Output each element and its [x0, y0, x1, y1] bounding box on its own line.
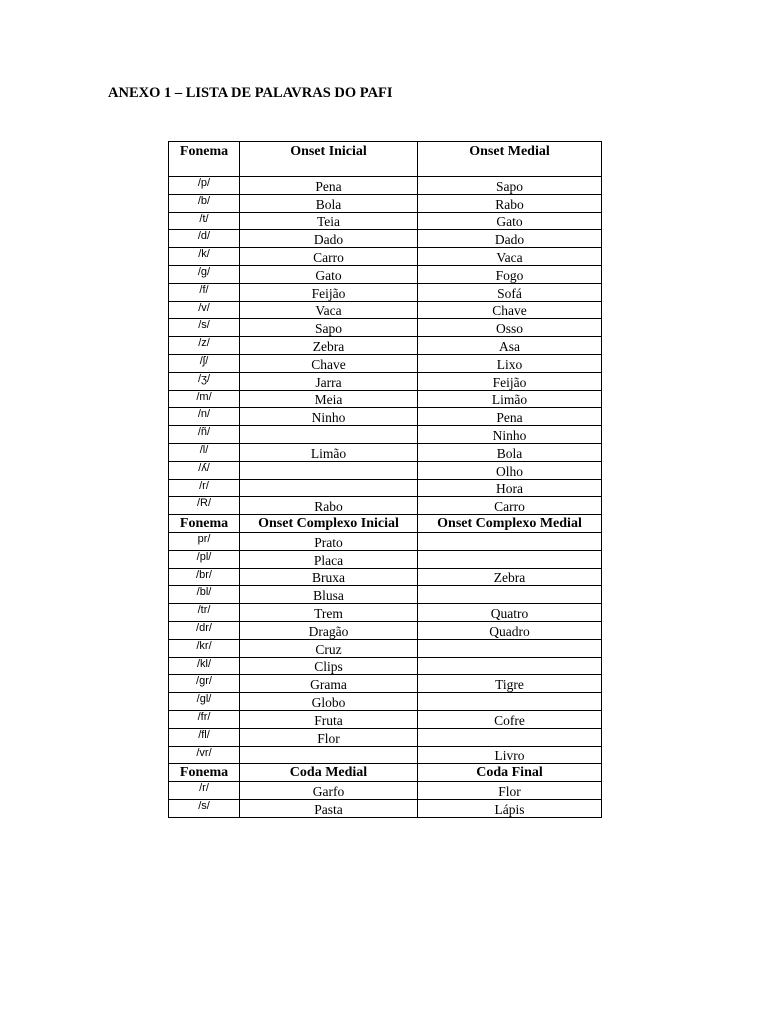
column-header: Onset Medial [418, 142, 602, 177]
word-cell-left: Chave [240, 354, 418, 372]
phoneme-cell: /ñ/ [169, 426, 240, 444]
table-row [169, 461, 602, 479]
phoneme-cell: /fl/ [169, 728, 240, 746]
column-header: Onset Complexo Medial [418, 515, 602, 533]
word-cell-right: Ninho [418, 426, 602, 444]
phoneme-cell: /s/ [169, 319, 240, 337]
word-cell-left: Carro [240, 248, 418, 266]
phoneme-cell: /gl/ [169, 693, 240, 711]
word-cell-left: Grama [240, 675, 418, 693]
table-row [169, 248, 602, 266]
table-row [169, 799, 602, 817]
table-row [169, 675, 602, 693]
table-row [169, 426, 602, 444]
word-cell-left: Dragão [240, 621, 418, 639]
table-row [169, 212, 602, 230]
word-cell-right: Hora [418, 479, 602, 497]
word-cell-left: Blusa [240, 586, 418, 604]
word-cell-right: Lápis [418, 799, 602, 817]
phoneme-cell: /br/ [169, 568, 240, 586]
word-cell-left: Dado [240, 230, 418, 248]
table-row [169, 265, 602, 283]
word-cell-right: Livro [418, 746, 602, 764]
word-cell-right: Limão [418, 390, 602, 408]
word-cell-right: Chave [418, 301, 602, 319]
word-cell-left: Flor [240, 728, 418, 746]
column-header: Fonema [169, 515, 240, 533]
phoneme-cell: /g/ [169, 265, 240, 283]
word-cell-right: Bola [418, 443, 602, 461]
word-cell-left: Cruz [240, 639, 418, 657]
word-cell-left: Clips [240, 657, 418, 675]
table-row [169, 177, 602, 195]
table-row [169, 604, 602, 622]
phoneme-cell: /b/ [169, 194, 240, 212]
column-header: Fonema [169, 764, 240, 782]
word-cell-right: Feijão [418, 372, 602, 390]
word-cell-left [240, 746, 418, 764]
table-row [169, 283, 602, 301]
phoneme-cell: /r/ [169, 479, 240, 497]
phoneme-cell: /m/ [169, 390, 240, 408]
word-cell-right: Osso [418, 319, 602, 337]
table-row [169, 230, 602, 248]
word-cell-right [418, 728, 602, 746]
phoneme-cell: /kr/ [169, 639, 240, 657]
table-row [169, 497, 602, 515]
table-row [169, 657, 602, 675]
phoneme-cell: /l/ [169, 443, 240, 461]
table-row [169, 532, 602, 550]
phoneme-cell: /v/ [169, 301, 240, 319]
table-row [169, 319, 602, 337]
phoneme-cell: /s/ [169, 799, 240, 817]
word-cell-left [240, 426, 418, 444]
word-cell-right: Sapo [418, 177, 602, 195]
phoneme-cell: /d/ [169, 230, 240, 248]
phoneme-cell: pr/ [169, 532, 240, 550]
word-cell-left: Fruta [240, 710, 418, 728]
word-cell-left: Sapo [240, 319, 418, 337]
table-row [169, 693, 602, 711]
word-cell-right [418, 550, 602, 568]
word-cell-left: Limão [240, 443, 418, 461]
phoneme-cell: /ʒ/ [169, 372, 240, 390]
table-row [169, 194, 602, 212]
phoneme-cell: /kl/ [169, 657, 240, 675]
word-cell-left: Meia [240, 390, 418, 408]
phoneme-cell: /pl/ [169, 550, 240, 568]
word-cell-left: Garfo [240, 782, 418, 800]
phoneme-cell: /R/ [169, 497, 240, 515]
phoneme-cell: /r/ [169, 782, 240, 800]
phoneme-cell: /bl/ [169, 586, 240, 604]
word-cell-right: Vaca [418, 248, 602, 266]
column-header: Coda Medial [240, 764, 418, 782]
word-cell-right [418, 639, 602, 657]
word-cell-left: Jarra [240, 372, 418, 390]
phoneme-cell: /vr/ [169, 746, 240, 764]
word-cell-left: Pena [240, 177, 418, 195]
phoneme-cell: /f/ [169, 283, 240, 301]
phoneme-cell: /ʃ/ [169, 354, 240, 372]
table-row [169, 390, 602, 408]
table-row [169, 728, 602, 746]
table-row [169, 621, 602, 639]
word-cell-left: Bola [240, 194, 418, 212]
word-cell-right: Asa [418, 337, 602, 355]
table-row [169, 710, 602, 728]
phoneme-cell: /gr/ [169, 675, 240, 693]
column-header: Onset Inicial [240, 142, 418, 177]
word-cell-left [240, 461, 418, 479]
phoneme-cell: /n/ [169, 408, 240, 426]
word-cell-right: Lixo [418, 354, 602, 372]
phoneme-cell: /fr/ [169, 710, 240, 728]
pafi-word-table [168, 141, 602, 818]
word-cell-left: Ninho [240, 408, 418, 426]
table-row [169, 639, 602, 657]
word-cell-left: Pasta [240, 799, 418, 817]
section-header-row [169, 515, 602, 533]
table-row [169, 782, 602, 800]
word-cell-right [418, 657, 602, 675]
word-cell-left: Zebra [240, 337, 418, 355]
word-cell-left: Prato [240, 532, 418, 550]
word-cell-right: Quadro [418, 621, 602, 639]
document-title: ANEXO 1 – LISTA DE PALAVRAS DO PAFI [108, 85, 393, 101]
word-cell-left [240, 479, 418, 497]
phoneme-cell: /dr/ [169, 621, 240, 639]
word-cell-right [418, 532, 602, 550]
table-row [169, 301, 602, 319]
phoneme-cell: /z/ [169, 337, 240, 355]
table-row [169, 408, 602, 426]
phoneme-cell: /ʎ/ [169, 461, 240, 479]
table-row [169, 550, 602, 568]
word-cell-right: Sofá [418, 283, 602, 301]
word-cell-right: Gato [418, 212, 602, 230]
word-cell-right: Rabo [418, 194, 602, 212]
word-cell-right: Carro [418, 497, 602, 515]
phoneme-cell: /p/ [169, 177, 240, 195]
phoneme-cell: /k/ [169, 248, 240, 266]
column-header: Fonema [169, 142, 240, 177]
pafi-table-body [169, 142, 602, 818]
word-cell-right: Fogo [418, 265, 602, 283]
table-row [169, 372, 602, 390]
word-cell-right: Zebra [418, 568, 602, 586]
word-cell-left: Rabo [240, 497, 418, 515]
table-row [169, 443, 602, 461]
word-cell-right: Cofre [418, 710, 602, 728]
word-cell-left: Feijão [240, 283, 418, 301]
word-cell-right [418, 693, 602, 711]
table-row [169, 586, 602, 604]
table-row [169, 746, 602, 764]
word-cell-left: Globo [240, 693, 418, 711]
table-row [169, 568, 602, 586]
table-row [169, 337, 602, 355]
word-cell-left: Trem [240, 604, 418, 622]
word-cell-left: Vaca [240, 301, 418, 319]
word-cell-left: Teia [240, 212, 418, 230]
word-cell-left: Bruxa [240, 568, 418, 586]
word-cell-left: Placa [240, 550, 418, 568]
phoneme-cell: /tr/ [169, 604, 240, 622]
word-cell-right: Dado [418, 230, 602, 248]
column-header: Coda Final [418, 764, 602, 782]
word-cell-right: Olho [418, 461, 602, 479]
word-cell-left: Gato [240, 265, 418, 283]
word-cell-right: Quatro [418, 604, 602, 622]
section-header-row [169, 764, 602, 782]
phoneme-cell: /t/ [169, 212, 240, 230]
word-cell-right: Flor [418, 782, 602, 800]
section-header-row [169, 142, 602, 177]
table-row [169, 479, 602, 497]
word-cell-right [418, 586, 602, 604]
table-row [169, 354, 602, 372]
column-header: Onset Complexo Inicial [240, 515, 418, 533]
word-cell-right: Pena [418, 408, 602, 426]
word-cell-right: Tigre [418, 675, 602, 693]
